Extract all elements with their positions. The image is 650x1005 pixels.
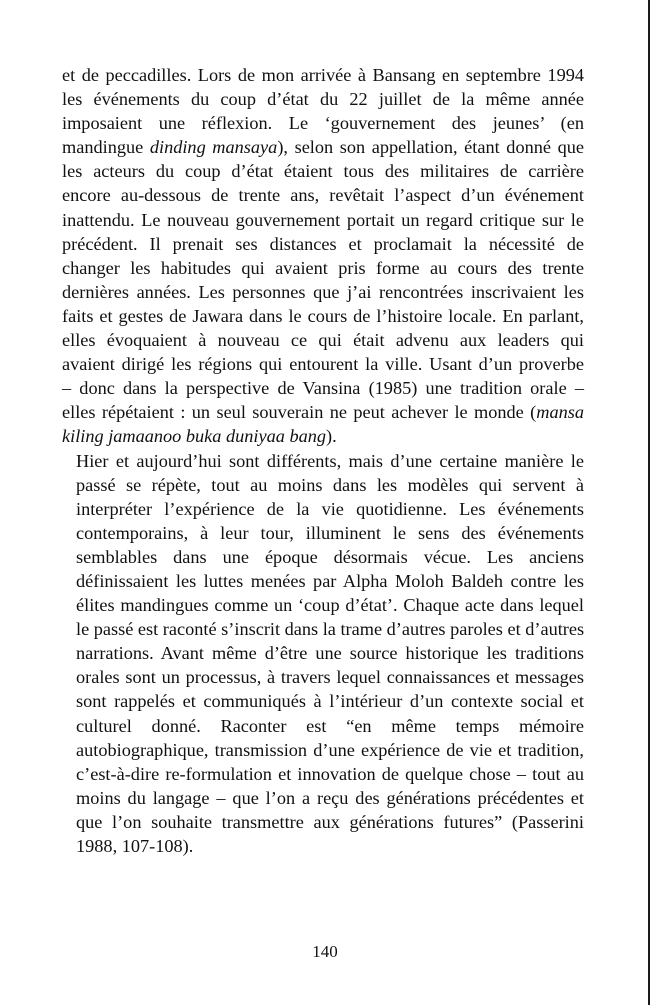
text-line: autobiographique, transmission d’une expérience de vie et tradition, [76,739,584,760]
text-line: passé se répète, tout au moins dans les modèles qui servent à [76,474,584,495]
text-line: orales sont un processus, à travers lequel connaissances et messages [76,667,584,688]
text-line: moins du langage – que l’on a reçu des générations précédentes et [76,787,584,808]
text-line: changer les habitudes qui avaient pris forme au cours des trente [62,257,584,278]
text-line: avaient dirigé les régions qui entourent la ville. Usant d’un proverbe [62,354,584,375]
text-line: et de peccadilles. Lors de mon arrivée à Bansang en septembre 1994 [62,65,584,85]
page-number: 140 [312,942,338,961]
paragraph-1 [62,63,584,449]
italic-term: mansa [536,402,584,423]
text-line: narrations. Avant même d’être une source historique les traditions [76,643,584,664]
text-line: culturel donné. Raconter est “en même temps mémoire [76,715,584,736]
text-line: sont rappelés et communiqués à l’intérieur d’un contexte social et [76,691,584,712]
text-line: définissaient les luttes menées par Alpha Moloh Baldeh contre les [76,570,584,591]
text-line: inattendu. Le nouveau gouvernement portait un regard critique sur le [62,209,584,230]
text-line: que l’on souhaite transmettre aux générations futures” (Passerini [76,811,584,832]
text-line: elles évoquaient à nouveau ce qui était advenu aux leaders qui [62,330,584,351]
text-line: les événements du coup d’état du 22 juillet de la même année [62,89,584,110]
italic-term: kiling jamaanoo buka duniyaa bang [62,426,327,447]
text-line: dernières années. Les personnes que j’ai rencontrées inscrivaient les [62,281,584,302]
paragraph-2 [62,449,584,859]
text-line: – donc dans la perspective de Vansina (1985) une tradition orale – [62,378,584,399]
text-line: faits et gestes de Jawara dans le cours de l’histoire locale. En parlant, [62,305,584,326]
text-line: le passé est raconté s’inscrit dans la trame d’autres paroles et d’autres [76,619,585,640]
text-line: kiling jamaanoo buka duniyaa bang). [62,426,337,447]
text-line: imposaient une réflexion. Le ‘gouvernement des jeunes’ (en [62,113,584,134]
text-line: 1988, 107-108). [76,836,194,856]
text-line: elles répétaient : un seul souverain ne peut achever le monde (mansa [62,402,584,423]
text-line: interpréter l’expérience de la vie quotidienne. Les événements [76,498,584,519]
italic-term: dinding mansaya [149,137,278,158]
text-line: encore au-dessous de trente ans, revêtait l’aspect d’un événement [62,185,584,206]
text-line: Hier et aujourd’hui sont différents, mais d’une certaine manière le [76,450,584,471]
text-line: précédent. Il prenait ses distances et proclamait la nécessité de [62,233,584,254]
text-line: c’est-à-dire re-formulation et innovation de quelque chose – tout au [76,763,584,784]
text-line: contemporains, à leur tour, illuminent le sens des événements [76,522,584,543]
body-text [62,63,584,858]
text-line: les acteurs du coup d’état étaient tous des militaires de carrière [62,161,584,182]
text-line: mandingue dinding mansaya), selon son appellation, étant donné que [62,137,584,158]
text-line: semblables dans une époque désormais vécue. Les anciens [76,546,584,567]
text-line: élites mandingues comme un ‘coup d’état’. Chaque acte dans lequel [76,595,584,616]
